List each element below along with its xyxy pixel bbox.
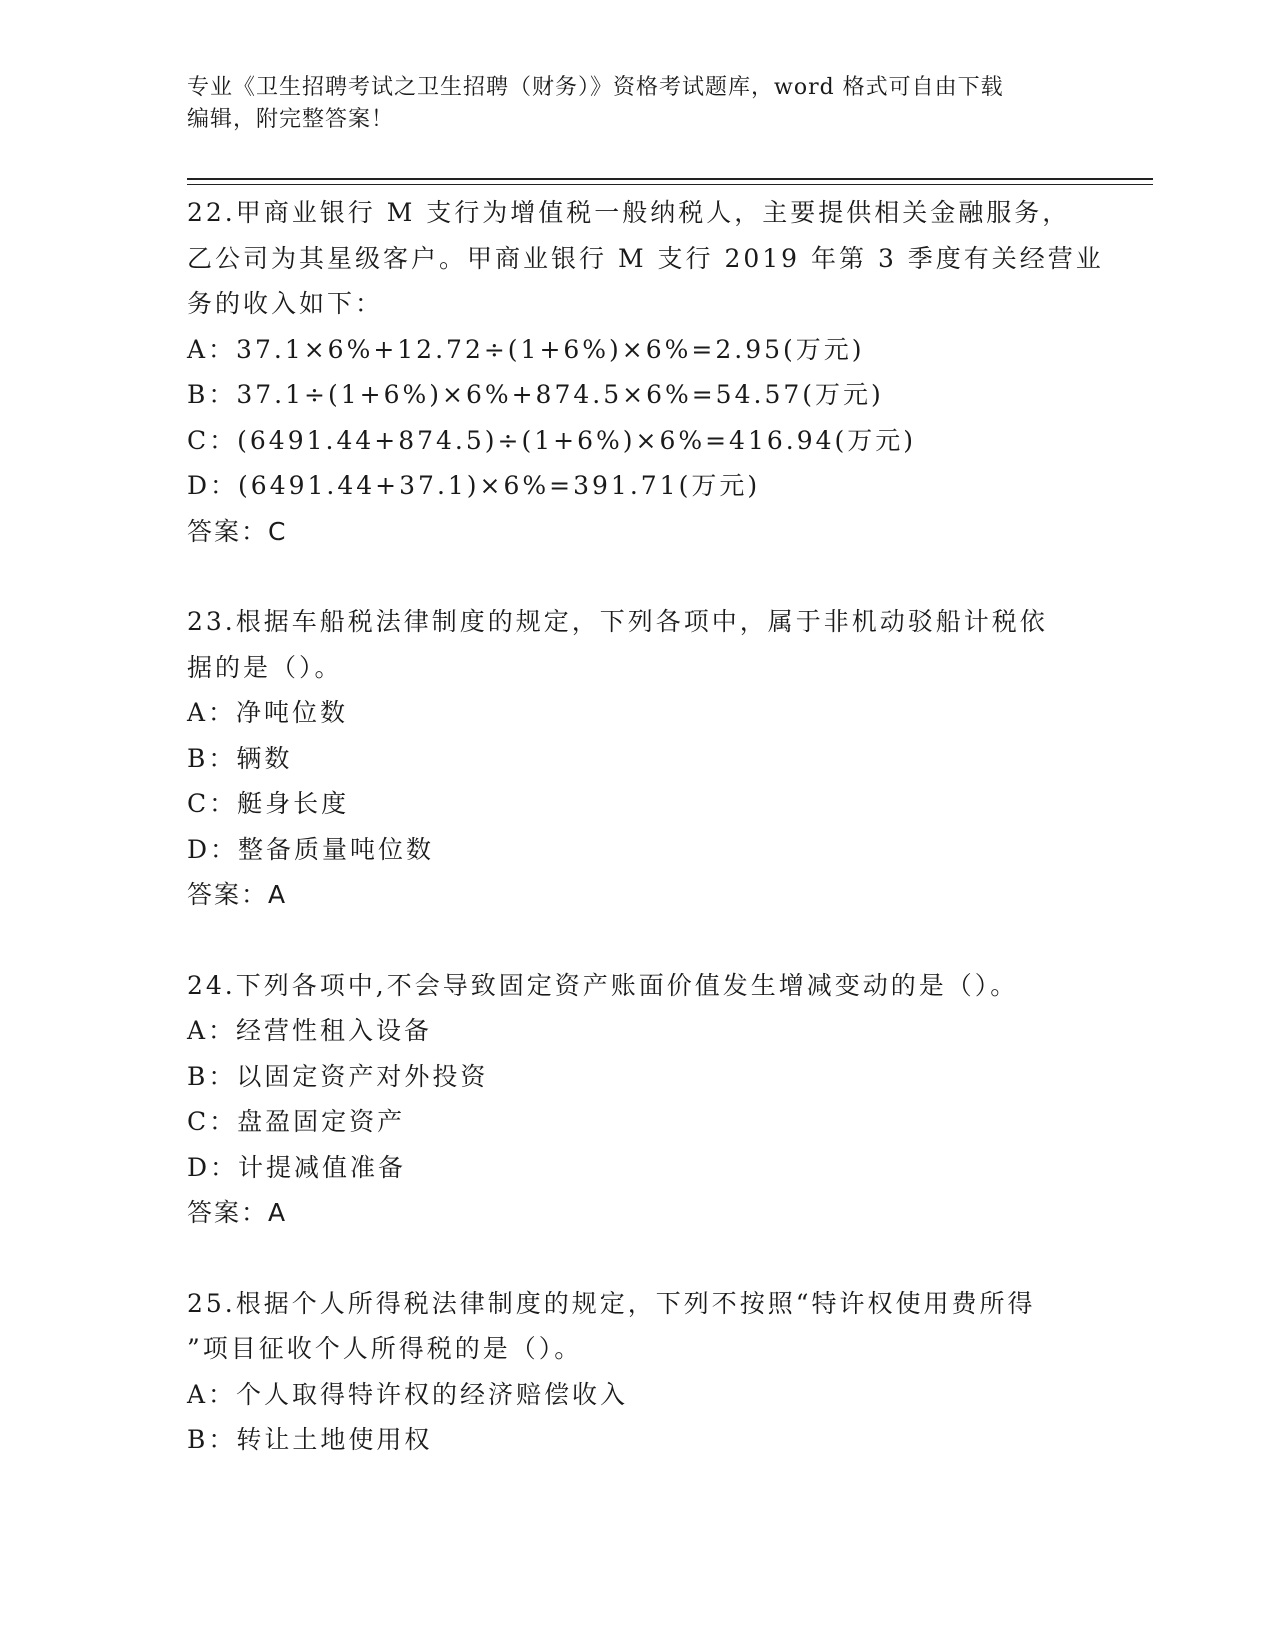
option-b: B：转让土地使用权 — [187, 1425, 433, 1454]
question-stem-line: 23.根据车船税法律制度的规定，下列各项中，属于非机动驳船计税依 — [187, 607, 1048, 636]
question-25 — [187, 1281, 1087, 1463]
question-23 — [187, 599, 1087, 918]
question-stem-line: 据的是（）。 — [187, 652, 343, 682]
question-22 — [187, 190, 1104, 554]
answer-line: 答案：C — [187, 516, 288, 546]
question-stem-line: 24.下列各项中,不会导致固定资产账面价值发生增减变动的是（）。 — [187, 970, 1019, 1000]
option-c: C：盘盈固定资产 — [187, 1107, 406, 1136]
question-stem-line: 25.根据个人所得税法律制度的规定，下列不按照“特许权使用费所得 — [187, 1288, 1036, 1318]
option-a: A：个人取得特许权的经济赔偿收入 — [187, 1379, 629, 1409]
option-a: A：37.1×6%+12.72÷(1+6%)×6%=2.95(万元) — [187, 334, 865, 364]
document-header — [187, 72, 1087, 136]
question-list — [187, 190, 1104, 1508]
header-line-1: 专业《卫生招聘考试之卫生招聘（财务）》资格考试题库，word 格式可自由下载 — [187, 75, 1004, 100]
header-divider-thick — [187, 178, 1153, 180]
question-stem-line: ”项目征收个人所得税的是（）。 — [187, 1334, 583, 1363]
header-divider-thin — [187, 184, 1153, 185]
question-stem-line: 乙公司为其星级客户。甲商业银行 M 支行 2019 年第 3 季度有关经营业 — [187, 243, 1104, 273]
option-b: B：37.1÷(1+6%)×6%+874.5×6%=54.57(万元) — [187, 380, 884, 409]
option-b: B：辆数 — [187, 743, 293, 773]
option-b: B：以固定资产对外投资 — [187, 1061, 489, 1091]
answer-line: 答案：A — [187, 880, 288, 909]
option-c: C：艇身长度 — [187, 789, 350, 818]
option-d: D：计提减值准备 — [187, 1152, 407, 1182]
header-line-2: 编辑，附完整答案！ — [187, 107, 395, 132]
option-a: A：净吨位数 — [187, 698, 349, 727]
question-stem-line: 22.甲商业银行 M 支行为增值税一般纳税人，主要提供相关金融服务， — [187, 198, 1071, 227]
question-24 — [187, 963, 1087, 1236]
option-a: A：经营性租入设备 — [187, 1016, 433, 1045]
option-c: C：(6491.44+874.5)÷(1+6%)×6%=416.94(万元) — [187, 425, 917, 455]
option-d: D：(6491.44+37.1)×6%=391.71(万元) — [187, 471, 761, 500]
option-d: D：整备质量吨位数 — [187, 834, 435, 864]
question-stem-line: 务的收入如下： — [187, 289, 384, 318]
answer-line: 答案：A — [187, 1198, 288, 1227]
